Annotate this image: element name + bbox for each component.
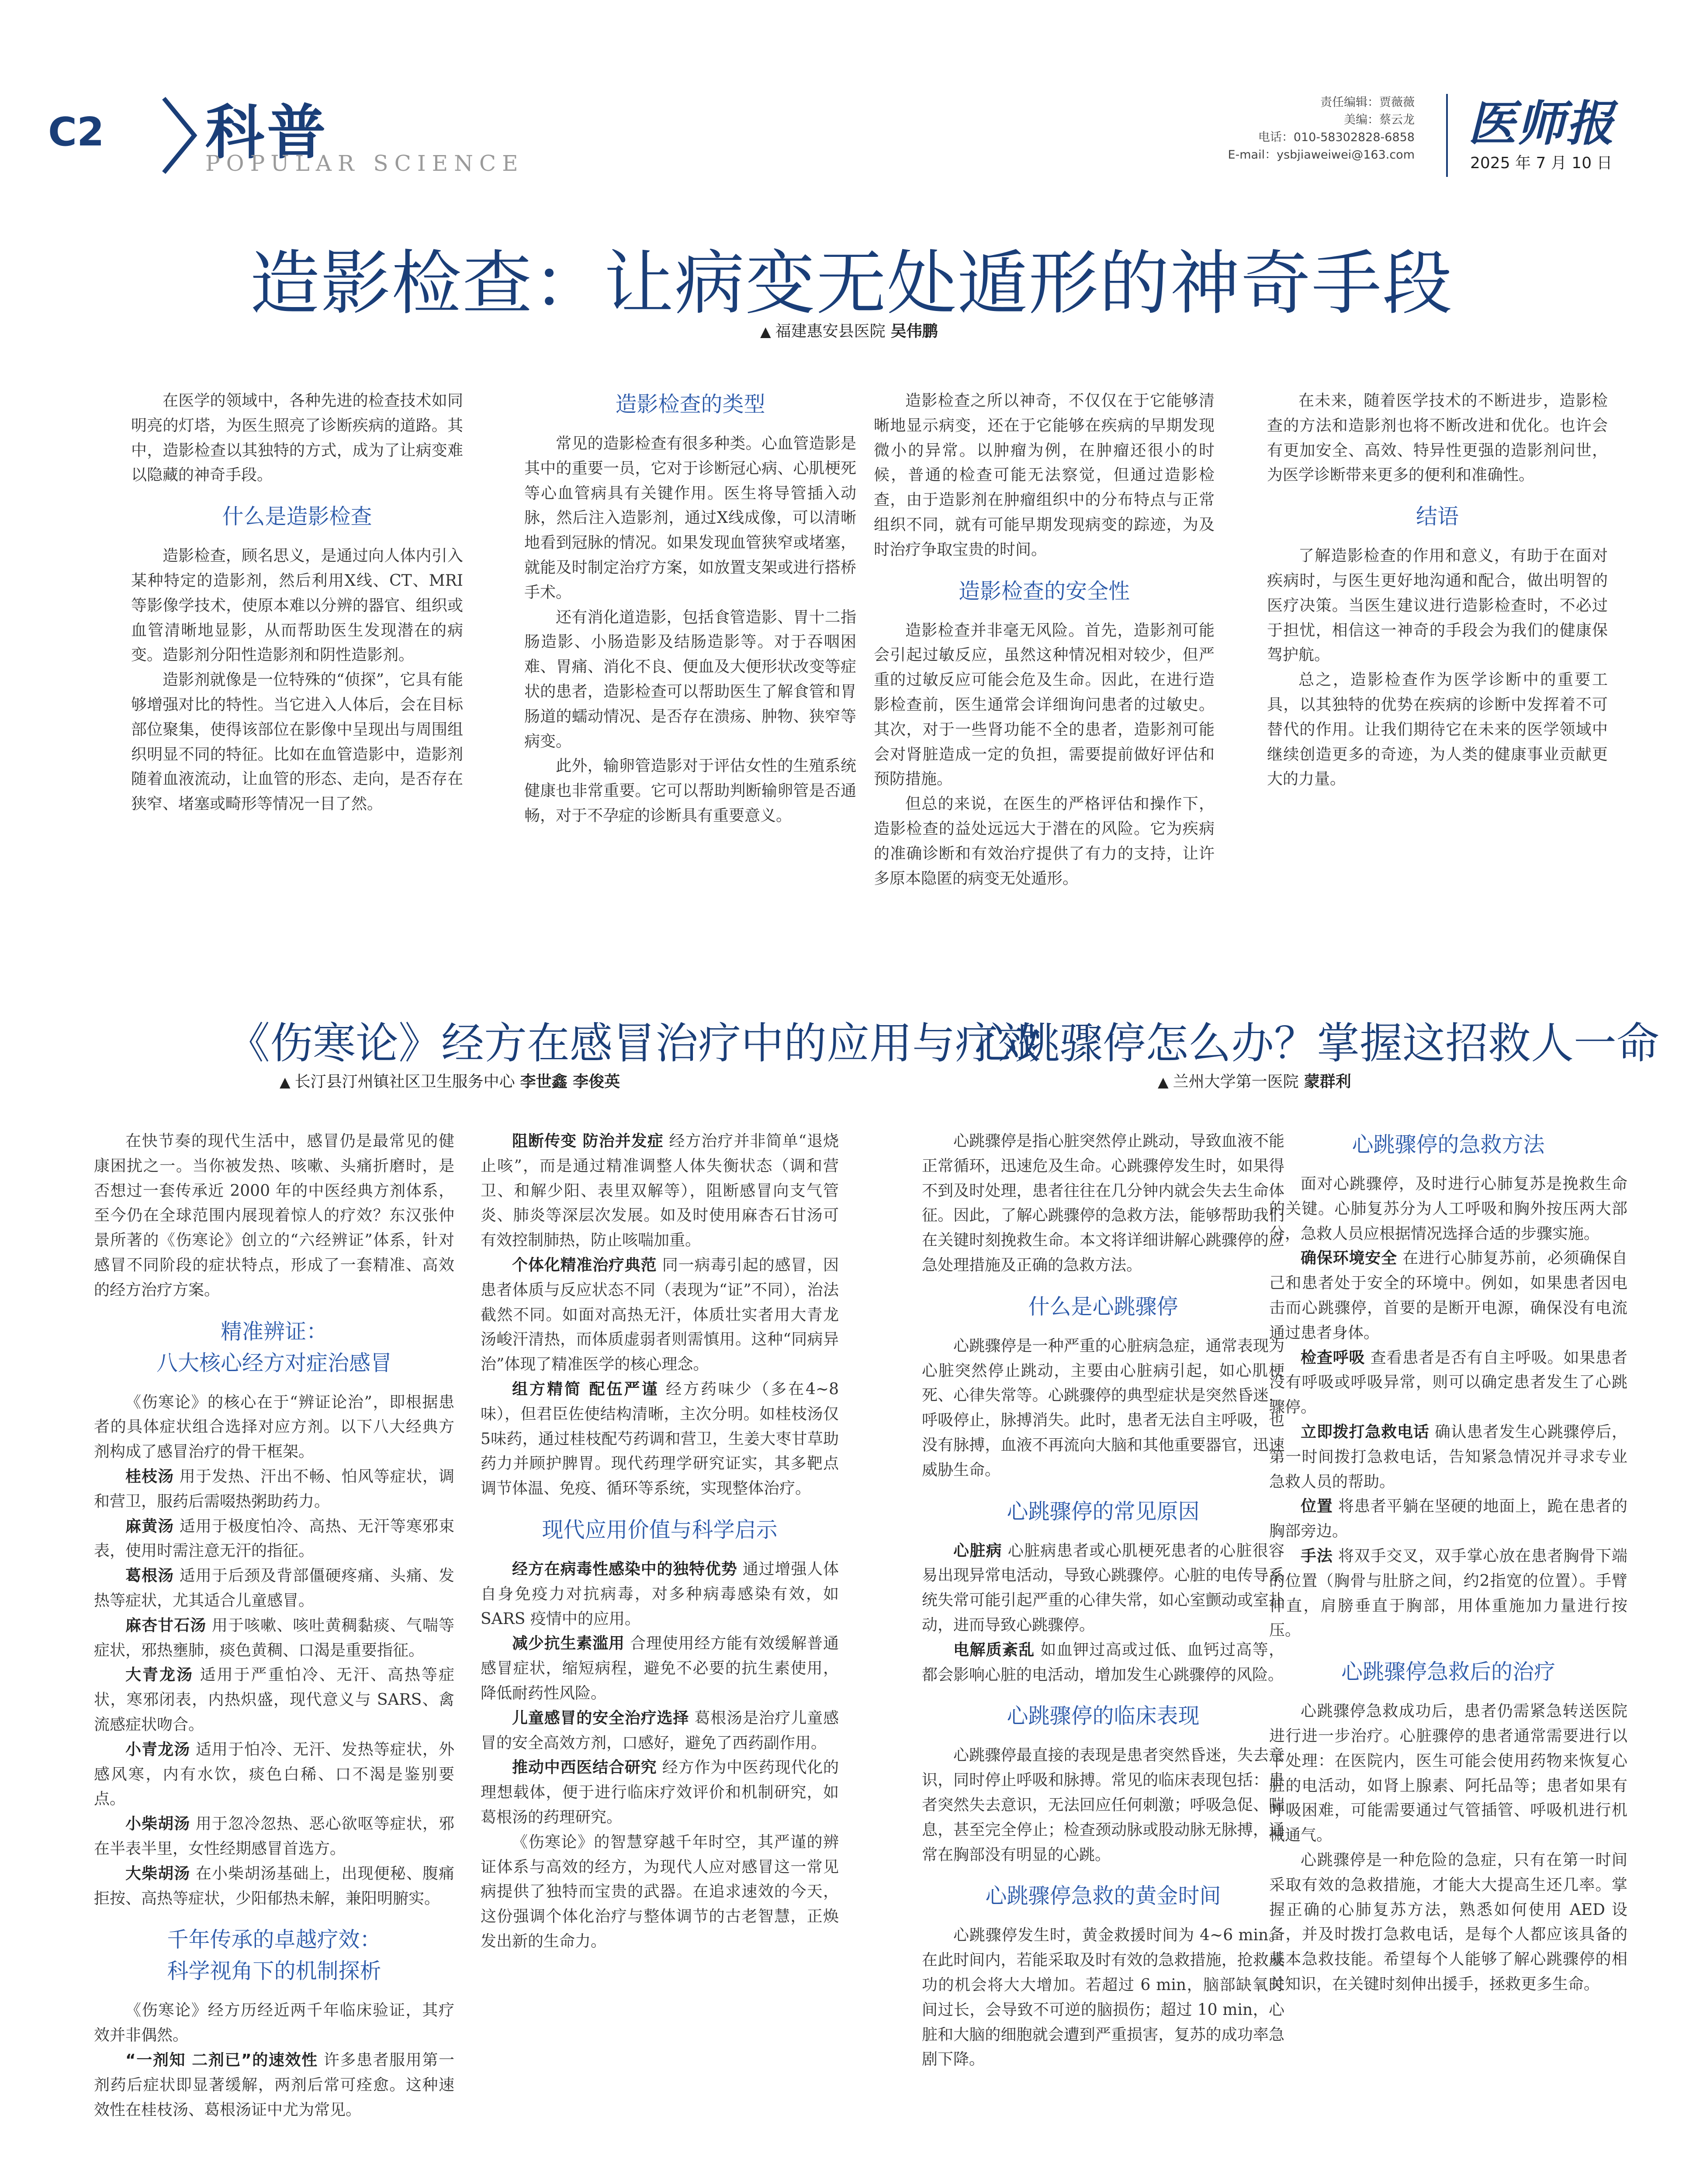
subheading: 心跳骤停急救的黄金时间 [985,1883,1221,1909]
contact-email: E-mail：ysbjiaweiwei@163.com [1228,148,1415,162]
article1-headline: 造影检查：让病变无处遁形的神奇手段 [249,242,1453,324]
subheading: 什么是心跳骤停 [1028,1294,1178,1319]
paragraph: 此外，输卵管造影对于评估女性的生殖系统健康也非常重要。它可以帮助判断输卵管是否通畅，对于不孕症的诊断具有重要意义。 [524,757,856,825]
byline-author: 李世鑫 李俊英 [520,1073,620,1091]
subheading: 造影检查的安全性 [958,578,1130,604]
formula-item [94,1514,454,1564]
step-item [1269,1420,1627,1494]
article2-column-2 [481,1129,839,1954]
paragraph: 心跳骤停最直接的表现是患者突然昏迷，失去意识，同时停止呼吸和脉搏。常见的临床表现包括：患者突然失去意识，无法回应任何刺激；呼吸急促、喘息，甚至完全停止；检查颈动脉或股动脉无脉搏，通常在胸部没有明显的心跳。 [922,1746,1284,1864]
formula-name: 桂枝汤 [125,1467,174,1486]
application-name: 经方在病毒性感染中的独特优势 [512,1560,737,1578]
step-name: 手法 [1301,1547,1333,1565]
paragraph: 造影检查之所以神奇，不仅仅在于它能够清晰地显示病变，还在于它能够在疾病的早期发现微小的异常。以肿瘤为例，在肿瘤还很小的时候，普通的检查可能无法察觉，但通过造影检查，由于造影剂在肿瘤组织中的分布特点与正常组织不同，就有可能早期发现病变的踪迹，为及时治疗争取宝贵的时间。 [874,392,1215,559]
formula-text: 用于忽冷忽热、恶心欲呕等症状，邪在半表半里，女性经期感冒首选方。 [94,1815,454,1858]
subheading-line: 精准辨证： [220,1319,328,1344]
application-item [481,1631,839,1706]
article3-headline: 心跳骤停怎么办？掌握这招救人一命 [974,1019,1660,1068]
paragraph: 心跳骤停是一种严重的心脏病急症，通常表现为心脏突然停止跳动，主要由心脏病引起，如心肌梗死、心律失常等。心跳骤停的典型症状是突然昏迷，呼吸停止，脉搏消失。此时，患者无法自主呼吸，也没有脉搏，血液不再流向大脑和其他重要器官，迅速威胁生命。 [922,1337,1284,1479]
step-name: 确保环境安全 [1301,1249,1397,1268]
step-text: 将患者平躺在坚硬的地面上，跪在患者的胸部旁边。 [1269,1497,1627,1541]
article2-byline [280,1069,620,1092]
application-item [481,1557,839,1631]
step-text: 将双手交叉，双手掌心放在患者胸骨下端的位置（胸骨与肚脐之间，约2指宽的位置）。手臂伸直，肩膀垂直于胸部，用体重施加力量进行按压。 [1269,1547,1627,1640]
paragraph: 面对心跳骤停，及时进行心肺复苏是挽救生命的关键。心肺复苏分为人工呼吸和胸外按压两大部分，急救人员应根据情况选择合适的步骤实施。 [1269,1175,1627,1243]
subheading-line: 千年传承的卓越疗效： [167,1927,381,1952]
article3-column-2 [1269,1129,1627,1997]
paragraph: 在快节奏的现代生活中，感冒仍是最常见的健康困扰之一。当你被发热、咳嗽、头痛折磨时，是否想过一套传承近 2000 年的中医经典方剂体系，至今仍在全球范围内展现着惊人的疗效？东汉张仲景所著的《伤寒论》创立的“六经辨证”体系，针对感冒不同阶段的症状特点，形成了一套精准、高效的经方治疗方案。 [94,1132,454,1299]
application-text: 通过增强人体自身免疫力对抗病毒，对多种病毒感染有效，如 SARS 疫情中的应用。 [481,1560,839,1628]
paragraph: 还有消化道造影，包括食管造影、胃十二指肠造影、小肠造影及结肠造影等。对于吞咽困难、胃痛、消化不良、便血及大便形状改变等症状的患者，造影检查可以帮助医生了解食管和胃肠道的蠕动情况、是否存在溃疡、肿物、狭窄等病变。 [524,608,856,750]
application-name: 推动中西医结合研究 [512,1759,657,1777]
contact-phone: 电话：010-58302828-6858 [1258,131,1415,144]
cause-item [922,1638,1284,1688]
triangle-icon: ▲ [760,323,771,340]
cause-text: 心脏病患者或心肌梗死患者的心脏很容易出现异常电活动，导致心跳骤停。心脏的电传导系统失常可能引起严重的心律失常，如心室颤动或室扑动，进而导致心跳骤停。 [922,1541,1284,1634]
cause-item [922,1539,1284,1638]
section-title: 科普 [205,98,329,167]
subheading: 现代应用价值与科学启示 [542,1517,778,1542]
step-name: 检查呼吸 [1301,1348,1365,1367]
formula-item [94,1564,454,1614]
step-text: 在进行心肺复苏前，必须确保自己和患者处于安全的环境中。例如，如果患者因电击而心跳骤停，首要的是断开电源，确保没有电流通过患者身体。 [1269,1249,1627,1342]
formula-item [94,1465,454,1514]
formula-name: 麻黄汤 [125,1517,174,1535]
article2-headline: 《伤寒论》经方在感冒治疗中的应用与疗效 [227,1019,1041,1068]
effect-text: 许多患者服用第一剂药后症状即显著缓解，两剂后常可痊愈。这种速效性在桂枝汤、葛根汤证中尤为常见。 [94,2051,454,2119]
step-name: 立即拨打急救电话 [1301,1423,1430,1441]
formula-text: 适用于极度怕冷、高热、无汗等寒邪束表，使用时需注意无汗的指征。 [94,1517,454,1560]
subheading: 什么是造影检查 [222,504,372,529]
paragraph: 《伤寒论》的核心在于“辨证论治”，即根据患者的具体症状组合选择对应方剂。以下八大经典方剂构成了感冒治疗的骨干框架。 [94,1393,454,1461]
publication-date: 2025 年 7 月 10 日 [1470,154,1613,172]
triangle-icon: ▲ [1158,1074,1169,1090]
byline-org: 兰州大学第一医院 [1173,1073,1299,1091]
formula-name: 小青龙汤 [125,1740,190,1759]
formula-item [94,1862,454,1911]
paragraph: 但总的来说，在医生的严格评估和操作下，造影检查的益处远远大于潜在的风险。它为疾病的准确诊断和有效治疗提供了有力的支持，让许多原本隐匿的病变无处遁形。 [874,795,1215,888]
step-item [1269,1346,1627,1420]
formula-name: 麻杏甘石汤 [125,1616,207,1635]
byline-author: 吴伟鹏 [890,322,938,340]
application-item [481,1755,839,1830]
formula-name: 葛根汤 [125,1567,174,1585]
formula-item [94,1812,454,1862]
chevron-icon [157,94,201,179]
paragraph: 《伤寒论》的智慧穿越千年时空，其严谨的辨证体系与高效的经方，为现代人应对感冒这一常见病提供了独特而宝贵的武器。在追求速效的今天，这份强调个体化治疗与整体调节的古老智慧，正焕发出新的生命力。 [481,1833,839,1950]
formula-text: 适用于严重怕冷、无汗、高热等症状，寒邪闭表，内热炽盛，现代意义与 SARS、禽流感症状吻合。 [94,1666,454,1734]
application-item [481,1706,839,1756]
paragraph: 造影剂就像是一位特殊的“侦探”，它具有能够增强对比的特性。当它进入人体后，会在目标部位聚集，使得该部位在影像中呈现出与周围组织明显不同的特征。比如在血管造影中，造影剂随着血液流动，让血管的形态、走向，是否存在狭窄、堵塞或畸形等情况一目了然。 [131,671,463,813]
article1-column-1 [131,389,463,817]
byline-author: 蒙群利 [1304,1073,1351,1091]
step-name: 位置 [1301,1497,1333,1516]
cause-text: 如血钾过高或过低、血钙过高等，都会影响心脏的电活动，增加发生心跳骤停的风险。 [922,1641,1284,1684]
paragraph: 在医学的领域中，各种先进的检查技术如同明亮的灯塔，为医生照亮了诊断疾病的道路。其中，造影检查以其独特的方式，成为了让病变难以隐藏的神奇手段。 [131,392,463,484]
subheading: 造影检查的类型 [615,392,765,417]
paragraph: 了解造影检查的作用和意义，有助于在面对疾病时，与医生更好地沟通和配合，做出明智的医疗决策。当医生建议进行造影检查时，不必过于担忧，相信这一神奇的手段会为我们的健康保驾护航。 [1267,547,1608,664]
effect-item [94,2048,454,2122]
byline-org: 长汀县汀州镇社区卫生服务中心 [294,1073,515,1091]
editor-info [1228,94,1415,164]
effect-name: 阻断传变 防治并发症 [512,1132,664,1150]
subheading: 心跳骤停急救后的治疗 [1341,1659,1555,1685]
subheading: 心跳骤停的临床表现 [1007,1704,1200,1729]
formula-name: 小柴胡汤 [125,1815,190,1833]
step-item [1269,1246,1627,1345]
paragraph: 在未来，随着医学技术的不断进步，造影检查的方法和造影剂也将不断改进和优化。也许会有更加安全、高效、特异性更强的造影剂问世，为医学诊断带来更多的便利和准确性。 [1267,392,1608,484]
article3-column-1 [922,1129,1284,2072]
effect-item [481,1377,839,1501]
paragraph: 心跳骤停急救成功后，患者仍需紧急转送医院进行进一步治疗。心脏骤停的患者通常需要进行以下处理：在医院内，医生可能会使用药物来恢复心脏的电活动，如肾上腺素、阿托品等；患者如果有呼吸困难，可能需要通过气管插管、呼吸机进行机械通气。 [1269,1702,1627,1845]
page-number: C2 [48,109,104,155]
formula-text: 适用于怕冷、无汗、发热等症状，外感风寒，内有水饮，痰色白稀、口不渴是鉴别要点。 [94,1740,454,1808]
article1-byline [760,319,938,341]
effect-name: 个体化精准治疗典范 [512,1256,657,1274]
article2-column-1 [94,1129,454,2122]
article3-byline [1158,1069,1351,1092]
effect-text: 经方药味少（多在4~8味），但君臣佐使结构清晰，主次分明。如桂枝汤仅5味药，通过桂枝配芍药调和营卫，生姜大枣甘草助药力并顾护脾胃。现代药理学研究证实，其多靶点调节体温、免疫、循环等系统，实现整体治疗。 [481,1380,839,1498]
step-item [1269,1544,1627,1643]
subheading: 心跳骤停的急救方法 [1352,1132,1545,1157]
formula-text: 在小柴胡汤基础上，出现便秘、腹痛拒按、高热等症状，少阳郁热未解，兼阳明腑实。 [94,1864,454,1908]
editor-name: 责任编辑：贾薇薇 [1320,96,1415,109]
article1-column-4 [1267,389,1608,792]
formula-name: 大青龙汤 [125,1666,194,1684]
cause-name: 心脏病 [953,1541,1002,1560]
application-text: 葛根汤是治疗儿童感冒的安全高效方剂，口感好，避免了西药副作用。 [481,1709,839,1752]
subheading: 结语 [1416,504,1459,529]
formula-item [94,1614,454,1663]
paragraph: 总之，造影检查作为医学诊断中的重要工具，以其独特的优势在疾病的诊断中发挥着不可替代的作用。让我们期待它在未来的医学领域中继续创造更多的奇迹，为人类的健康事业贡献更大的力量。 [1267,671,1608,788]
effect-text: 经方治疗并非简单“退烧止咳”，而是通过精准调整人体失衡状态（调和营卫、和解少阳、表里双解等），阻断感冒向支气管炎、肺炎等深层次发展。如及时使用麻杏石甘汤可有效控制肺热，防止咳喘加重。 [481,1132,839,1250]
paragraph: 心跳骤停发生时，黄金救援时间为 4~6 min。在此时间内，若能采取及时有效的急救措施，抢救成功的机会将大大增加。若超过 6 min，脑部缺氧时间过长，会导致不可逆的脑损伤；超过 10 min，心脏和大脑的细胞就会遭到严重损害，复苏的成功率急剧下降。 [922,1926,1284,2069]
subheading-line: 八大核心经方对症治感冒 [156,1350,392,1375]
effect-item [481,1129,839,1253]
application-text: 经方作为中医药现代化的理想载体，便于进行临床疗效评价和机制研究，如葛根汤的药理研究。 [481,1759,839,1826]
application-name: 儿童感冒的安全治疗选择 [512,1709,689,1727]
masthead-divider [1446,94,1448,177]
section-subtitle: POPULAR SCIENCE [205,151,524,176]
effect-text: 同一病毒引起的感冒，因患者体质与反应状态不同（表现为“证”不同），治法截然不同。如面对高热无汗，体质壮实者用大青龙汤峻汗清热，而体质虚弱者则需慎用。这种“同病异治”体现了精准医学的核心理念。 [481,1256,839,1374]
formula-text: 用于发热、汗出不畅、怕风等症状，调和营卫，服药后需啜热粥助药力。 [94,1467,454,1510]
step-text: 查看患者是否有自主呼吸。如果患者没有呼吸或呼吸异常，则可以确定患者发生了心跳骤停。 [1269,1348,1627,1417]
paragraph: 心跳骤停是指心脏突然停止跳动，导致血液不能正常循环，迅速危及生命。心跳骤停发生时，如果得不到及时处理，患者往往在几分钟内就会失去生命体征。因此，了解心跳骤停的急救方法，能够帮助我们在关键时刻挽救生命。本文将详细讲解心跳骤停的应急处理措施及正确的急救方法。 [922,1132,1284,1274]
formula-item [94,1738,454,1812]
triangle-icon: ▲ [280,1074,291,1090]
paragraph: 《伤寒论》经方历经近两千年临床验证，其疗效并非偶然。 [94,2001,454,2045]
subheading [94,1924,454,1987]
effect-item [481,1253,839,1377]
application-text: 合理使用经方能有效缓解普通感冒症状，缩短病程，避免不必要的抗生素使用，降低耐药性风险。 [481,1635,839,1702]
paragraph: 造影检查，顾名思义，是通过向人体内引入某种特定的造影剂，然后利用X线、CT、MRI等影像学技术，使原本难以分辨的器官、组织或血管清晰地显影，从而帮助医生发现潜在的病变。造影剂分阳性造影剂和阴性造影剂。 [131,547,463,664]
formula-name: 大柴胡汤 [125,1864,190,1883]
effect-name: 组方精简 配伍严谨 [512,1380,659,1398]
byline-org: 福建惠安县医院 [775,322,886,340]
article1-column-2 [524,389,856,829]
art-editor-name: 美编：蔡云龙 [1344,113,1415,127]
paragraph: 常见的造影检查有很多种类。心血管造影是其中的重要一员，它对于诊断冠心病、心肌梗死等心血管病具有关键作用。医生将导管插入动脉，然后注入造影剂，通过X线成像，可以清晰地看到冠脉的情况。如果发现血管狭窄或堵塞，就能及时制定治疗方案，如放置支架或进行搭桥手术。 [524,435,856,601]
formula-text: 适用于后颈及背部僵硬疼痛、头痛、发热等症状，尤其适合儿童感冒。 [94,1567,454,1610]
application-name: 减少抗生素滥用 [512,1635,625,1653]
formula-text: 用于咳嗽、咳吐黄稠黏痰、气喘等症状，邪热壅肺，痰色黄稠、口渴是重要指征。 [94,1616,454,1659]
subheading-line: 科学视角下的机制探析 [167,1959,381,1984]
subheading [94,1316,454,1379]
newspaper-logo: 医师报 [1468,96,1615,152]
subheading: 心跳骤停的常见原因 [1007,1499,1200,1524]
article1-column-3 [874,389,1215,891]
formula-item [94,1663,454,1737]
effect-name: “一剂知 二剂已”的速效性 [125,2051,318,2069]
step-text: 确认患者发生心跳骤停后，第一时间拨打急救电话，告知紧急情况并寻求专业急救人员的帮助。 [1269,1423,1627,1491]
step-item [1269,1494,1627,1544]
cause-name: 电解质紊乱 [953,1641,1035,1659]
paragraph: 造影检查并非毫无风险。首先，造影剂可能会引起过敏反应，虽然这种情况相对较少，但严重的过敏反应可能会危及生命。因此，在进行造影检查前，医生通常会详细询问患者的过敏史。其次，对于一些肾功能不全的患者，造影剂可能会对肾脏造成一定的负担，需要提前做好评估和预防措施。 [874,621,1215,788]
paragraph: 心跳骤停是一种危险的急症，只有在第一时间采取有效的急救措施，才能大大提高生还几率。掌握正确的心肺复苏方法，熟悉如何使用 AED 设备，并及时拨打急救电话，是每个人都应该具备的基本急救技能。希望每个人能够了解心跳骤停的相关知识，在关键时刻伸出援手，拯救更多生命。 [1269,1851,1627,1993]
